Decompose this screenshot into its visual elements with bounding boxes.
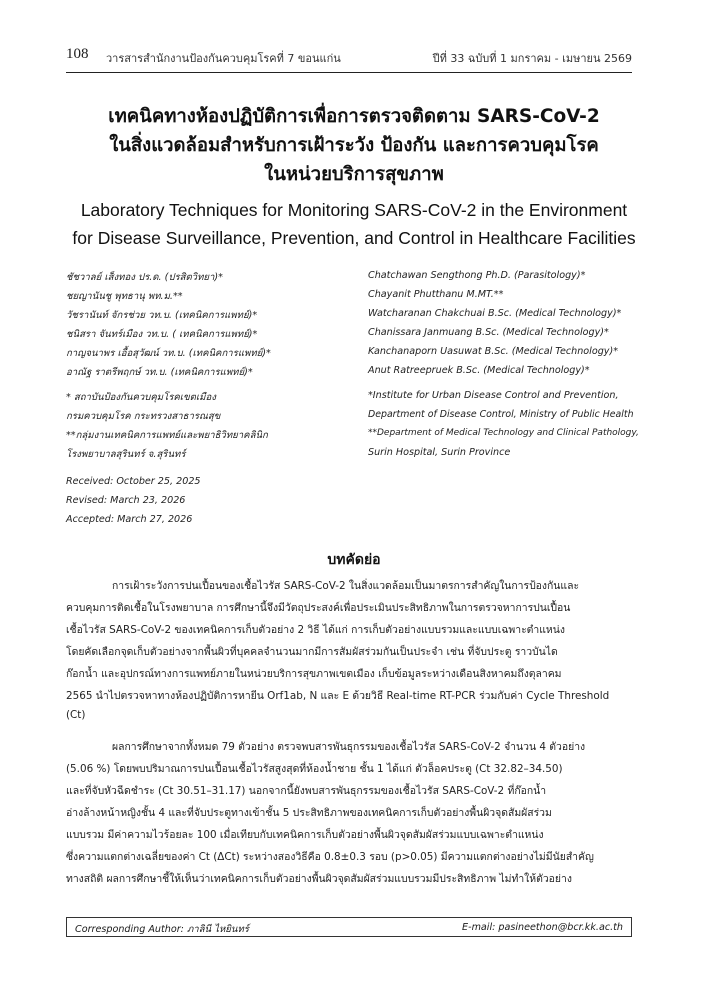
thai-title-line-3: ในหน่วยบริการสุขภาพ [264,164,444,185]
author-thai: อาณัฐ ราตรีพฤกษ์ วท.บ. (เทคนิคการแพทย์)* [66,367,253,378]
author-english: Chatchawan Sengthong Ph.D. (Parasitology)* [368,270,586,281]
abstract-line: ซึ่งความแตกต่างเฉลี่ยของค่า Ct (ΔCt) ระหว่างสองวิธีคือ 0.8±0.3 รอบ (p>0.05) มีความแตกต่างอย่างไม่มีนัยสำคัญ [66,851,594,863]
abstract-heading: บทคัดย่อ [327,552,381,568]
accepted-date: Accepted: March 27, 2026 [66,514,193,525]
abstract-line: เชื้อไวรัส SARS-CoV-2 ของเทคนิคการเก็บตัวอย่าง 2 วิธี ได้แก่ การเก็บตัวอย่างแบบรวมและแบบเฉพาะตำแหน่ง [66,624,565,636]
authors-thai [66,270,356,380]
author-thai: กาญจนาพร เอื้อสุวัฒน์ วท.บ. (เทคนิคการแพทย์)* [66,348,271,359]
affiliation-thai: กรมควบคุมโรค กระทรวงสาธารณสุข [66,411,221,422]
author-english: Chanissara Janmuang B.Sc. (Medical Technology)* [368,327,609,338]
affiliation-thai: **กลุ่มงานเทคนิคการแพทย์และพยาธิวิทยาคลินิก [66,430,268,441]
author-english: Chayanit Phutthanu M.MT.** [368,289,504,300]
corresponding-author-box [66,917,632,937]
author-english: Watcharanan Chakchuai B.Sc. (Medical Technology)* [368,308,622,319]
english-title-line-2: for Disease Surveillance, Prevention, and Control in Healthcare Facilities [72,228,636,248]
abstract-line: ผลการศึกษาจากทั้งหมด 79 ตัวอย่าง ตรวจพบสารพันธุกรรมของเชื้อไวรัส SARS-CoV-2 จำนวน 4 ตัวอย่าง [112,741,586,753]
author-english: Anut Ratreepruek B.Sc. (Medical Technology)* [368,365,590,376]
author-english: Kanchanaporn Uasuwat B.Sc. (Medical Technology)* [368,346,619,357]
author-thai: ชัชวาลย์ เส็งทอง ปร.ด. (ปรสิตวิทยา)* [66,272,223,283]
header-divider [66,72,632,73]
abstract-line: (Ct) [66,709,86,721]
affiliations-english [368,390,638,465]
abstract-line: โดยคัดเลือกจุดเก็บตัวอย่างจากพื้นผิวที่บุคคลจำนวนมากมีการสัมผัสร่วมกันเป็นประจำ เช่น ที่จับประตู ราวบันได [66,646,558,658]
abstract-line: ก๊อกน้ำ และอุปกรณ์ทางการแพทย์ภายในหน่วยบริการสุขภาพเขตเมือง เก็บข้อมูลระหว่างเดือนสิงหาคมถึงตุลาคม [66,668,562,680]
abstract-line: การเฝ้าระวังการปนเปื้อนของเชื้อไวรัส SARS-CoV-2 ในสิ่งแวดล้อมเป็นมาตรการสำคัญในการป้องกันและ [112,580,580,592]
affiliation-english: Surin Hospital, Surin Province [368,447,511,458]
affiliation-english: **Department of Medical Technology and Clinical Pathology, [368,428,639,438]
author-thai: ชนิสรา จันทร์เมือง วท.บ. ( เทคนิคการแพทย์)* [66,329,258,340]
abstract-line: แบบรวม มีค่าความไวร้อยละ 100 เมื่อเทียบกับเทคนิคการเก็บตัวอย่างพื้นผิวจุดสัมผัสร่วมแบบเฉพาะตำแหน่ง [66,829,544,841]
abstract-line: (5.06 %) โดยพบปริมาณการปนเปื้อนเชื้อไวรัสสูงสุดที่ห้องน้ำชาย ชั้น 1 ได้แก่ ตัวล็อคประตู (Ct 32.82–34.50) [66,763,563,775]
article-dates [66,476,356,526]
affiliation-english: *Institute for Urban Disease Control and Prevention, [368,390,619,401]
english-title-line-1: Laboratory Techniques for Monitoring SARS-CoV-2 in the Environment [80,200,628,220]
author-email[interactable]: E-mail: pasineethon@bcr.kk.ac.th [462,922,623,933]
author-thai: วัชรานันท์ จักรช่วย วท.บ. (เทคนิคการแพทย์)* [66,310,258,321]
abstract-line: อ่างล้างหน้าหญิงชั้น 4 และที่จับประตูทางเข้าชั้น 5 ประสิทธิภาพของเทคนิคการเก็บตัวอย่างพื้นผิวจุดสัมผัสร่วม [66,807,552,819]
thai-title-line-2: ในสิ่งแวดล้อมสำหรับการเฝ้าระวัง ป้องกัน และการควบคุมโรค [109,135,599,156]
authors-english [368,270,638,380]
revised-date: Revised: March 23, 2026 [66,495,186,506]
journal-name: วารสารสำนักงานป้องกันควบคุมโรคที่ 7 ขอนแก่น [106,52,341,65]
affiliation-thai: * สถาบันป้องกันควบคุมโรคเขตเมือง [66,392,216,403]
corresponding-author: Corresponding Author: ภาลินี ไหยินทร์ [75,924,249,935]
page-number: 108 [66,46,89,62]
abstract-line: และที่จับหัวฉีดชำระ (Ct 30.51–31.17) นอกจากนี้ยังพบสารพันธุกรรมของเชื้อไวรัส SARS-CoV-2 ที่ก๊อกน้ำ [66,785,547,797]
affiliation-english: Department of Disease Control, Ministry of Public Health [368,409,634,420]
abstract-line: ทางสถิติ ผลการศึกษาชี้ให้เห็นว่าเทคนิคการเก็บตัวอย่างพื้นผิวจุดสัมผัสร่วมแบบรวมมีประสิทธิภาพ ไม่ทำให้ตัวอย่าง [66,873,572,885]
abstract-line: 2565 นำไปตรวจหาทางห้องปฏิบัติการหายีน Orf1ab, N และ E ด้วยวิธี Real-time RT-PCR ร่วมกับค่า Cycle Threshold [66,690,610,702]
thai-title-line-1: เทคนิคทางห้องปฏิบัติการเพื่อการตรวจติดตาม SARS-CoV-2 [108,106,600,127]
abstract-line: ควบคุมการติดเชื้อในโรงพยาบาล การศึกษานี้จึงมีวัตถุประสงค์เพื่อประเมินประสิทธิภาพในการตรวจหาการปนเปื้อน [66,602,571,614]
author-thai: ชยญานันชู พุทธานุ พท.ม.** [66,291,183,302]
received-date: Received: October 25, 2025 [66,476,201,487]
affiliation-thai: โรงพยาบาลสุรินทร์ จ.สุรินทร์ [66,449,186,460]
running-header [66,46,632,68]
issue-info: ปีที่ 33 ฉบับที่ 1 มกราคม - เมษายน 2569 [432,52,632,65]
affiliations-thai [66,390,356,465]
